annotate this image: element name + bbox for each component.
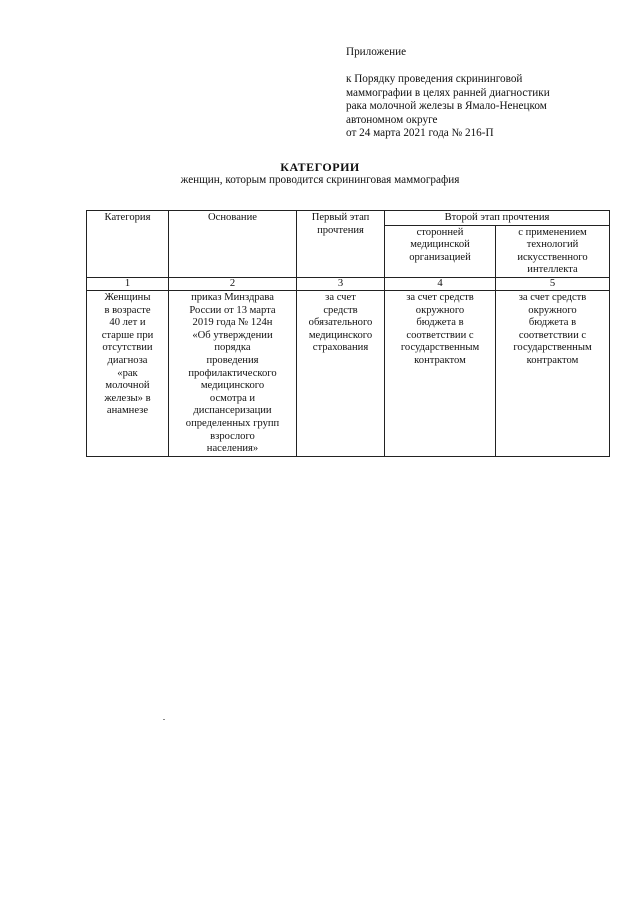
column-number: 3 — [297, 277, 385, 290]
cell-category: Женщины в возрасте 40 лет и старше при отсутствии диагноза «рак молочной железы» в анамнезе — [87, 290, 169, 456]
header-category: Категория — [87, 211, 169, 278]
appendix-line: рака молочной железы в Ямало-Ненецком — [346, 100, 547, 113]
scan-speck — [163, 719, 165, 720]
header-third-party: сторонней медицинской организацией — [385, 225, 496, 277]
cell-first-stage: за счет средств обязательного медицинского страхования — [297, 290, 385, 456]
appendix-line: маммографии в целях ранней диагностики — [346, 86, 550, 99]
cell-third-party: за счет средств окружного бюджета в соответствии с государственным контрактом — [385, 290, 496, 456]
appendix-label: Приложение — [346, 46, 407, 58]
column-number-row — [87, 277, 610, 290]
column-number: 5 — [496, 277, 610, 290]
document-subtitle: женщин, которым проводится скрининговая маммография — [180, 174, 460, 186]
appendix-line: автономном округе — [346, 113, 438, 126]
header-second-stage: Второй этап прочтения — [385, 211, 610, 226]
column-number: 4 — [385, 277, 496, 290]
document-title: КАТЕГОРИИ — [280, 160, 360, 174]
appendix-line: к Порядку проведения скрининговой — [346, 73, 523, 86]
column-number: 2 — [169, 277, 297, 290]
cell-basis: приказ Минздрава России от 13 марта 2019 года № 124н «Об утверждении порядка проведения профилактического медицинского осмотра и диспансеризации определенных групп взрослого населения» — [169, 290, 297, 456]
appendix-line: от 24 марта 2021 года № 216-П — [346, 127, 494, 140]
cell-ai: за счет средств окружного бюджета в соответствии с государственным контрактом — [496, 290, 610, 456]
categories-table — [86, 210, 610, 457]
appendix-header — [346, 46, 586, 140]
header-basis: Основание — [169, 211, 297, 278]
header-first-stage: Первый этап прочтения — [297, 211, 385, 278]
table-row — [87, 290, 610, 456]
header-ai: с применением технологий искусственного интеллекта — [496, 225, 610, 277]
column-number: 1 — [87, 277, 169, 290]
table-header-row — [87, 211, 610, 226]
